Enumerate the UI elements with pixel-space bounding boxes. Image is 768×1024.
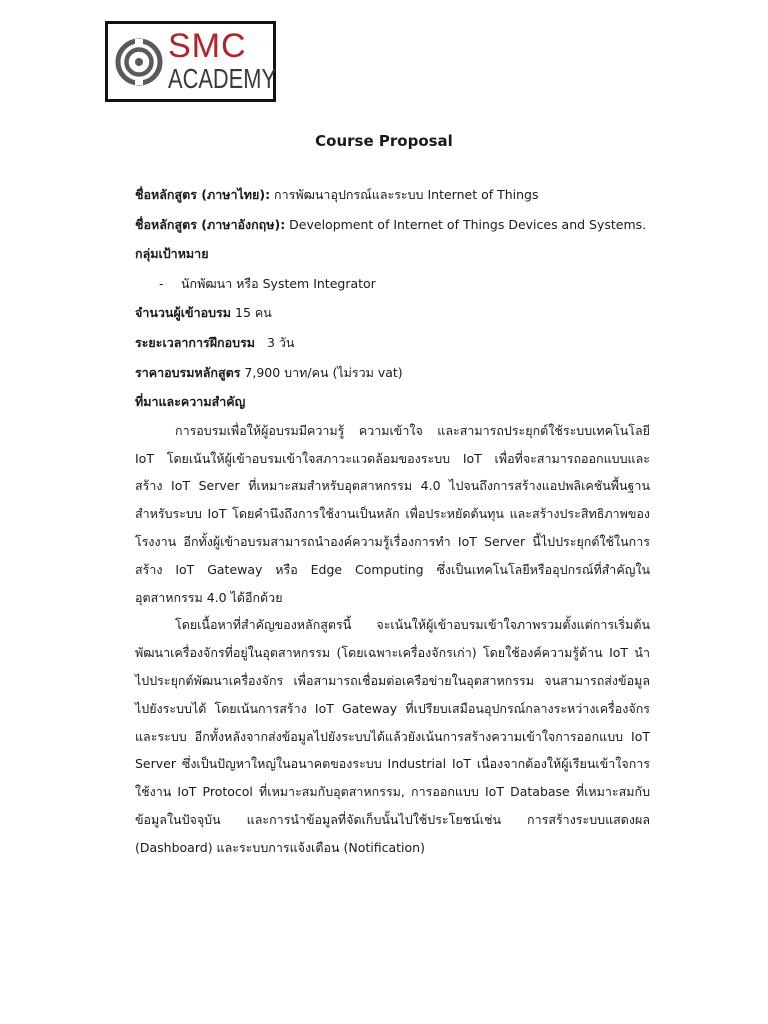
target-group-label: กลุ่มเป้าหมาย bbox=[135, 246, 209, 262]
course-name-th bbox=[135, 180, 650, 210]
duration-value: 3 วัน bbox=[255, 334, 295, 350]
target-group-item bbox=[135, 269, 650, 299]
document-body bbox=[135, 180, 650, 862]
target-group-item-text: นักพัฒนา หรือ System Integrator bbox=[181, 275, 376, 291]
course-name-en-value: Development of Internet of Things Devices and Systems. bbox=[285, 216, 647, 232]
duration-label: ระยะเวลาการฝึกอบรม bbox=[135, 334, 256, 350]
participants bbox=[135, 298, 650, 328]
background-label: ที่มาและความสำคัญ bbox=[135, 394, 246, 410]
logo-academy-text: ACADEMY bbox=[168, 63, 277, 94]
participants-value: 15 คน bbox=[231, 305, 272, 321]
smc-academy-logo bbox=[105, 21, 276, 102]
duration bbox=[135, 328, 650, 358]
course-name-th-label: ชื่อหลักสูตร (ภาษาไทย): bbox=[135, 187, 271, 202]
background-paragraph-1: การอบรมเพื่อให้ผู้อบรมมีความรู้ ความเข้าใจ และสามารถประยุกต์ใช้ระบบเทคโนโลยี IoT โดยเน้นให้ผู้เข้าอบรมเข้าใจสภาวะแวดล้อมของระบบ IoT เพื่อที่จะสามารถออกแบบและสร้าง IoT Server ที่เหมาะสมสำหรับอุตสาหกรรม 4.0 ไปจนถึงการสร้างแอปพลิเคชันพื้นฐานสำหรับระบบ IoT โดยคำนึงถึงการใช้งานเป็นหลัก เพื่อประหยัดต้นทุน และสร้างประสิทธิภาพของโรงงาน อีกทั้งผู้เข้าอบรมสามารถนำองค์ความรู้เรื่องการทำ IoT Server นี้ไปประยุกต์ใช้ในการสร้าง IoT Gateway หรือ Edge Computing ซึ่งเป็นเทคโนโลยีหรืออุปกรณ์ที่สำคัญในอุตสาหกรรม 4.0 ได้อีกด้วย bbox=[135, 422, 650, 605]
logo-smc-text: SMC bbox=[168, 27, 247, 65]
price-label: ราคาอบรมหลักสูตร bbox=[135, 364, 241, 380]
price-value: 7,900 บาท/คน (ไม่รวม vat) bbox=[240, 364, 403, 380]
course-name-th-value: การพัฒนาอุปกรณ์และระบบ Internet of Things bbox=[270, 187, 539, 202]
course-name-en-label: ชื่อหลักสูตร (ภาษาอังกฤษ): bbox=[135, 216, 286, 232]
document-title: Course Proposal bbox=[315, 132, 453, 150]
background-paragraph-2: โดยเนื้อหาที่สำคัญของหลักสูตรนี้ จะเน้นให้ผู้เข้าอบรมเข้าใจภาพรวมตั้งแต่การเริ่มต้นพัฒนาเครื่องจักรที่อยู่ในอุตสาหกรรม (โดยเฉพาะเครื่องจักรเก่า) โดยใช้องค์ความรู้ด้าน IoT นำไปประยุกต์พัฒนาเครื่องจักร เพื่อสามารถเชื่อมต่อเครือข่ายในอุตสาหกรรม จนสามารถส่งข้อมูลไปยังระบบได้ โดยเน้นการสร้าง IoT Gateway ที่เปรียบเสมือนอุปกรณ์กลางระหว่างเครื่องจักร และระบบ อีกทั้งหลังจากส่งข้อมูลไปยังระบบได้แล้วยังเน้นการสร้างความเข้าใจการออกแบบ IoT Server ซึ่งเป็นปัญหาใหญ่ในอนาคตของระบบ Industrial IoT เนื่องจากต้องให้ผู้เรียนเข้าใจการใช้งาน IoT Protocol ที่เหมาะสมกับอุตสาหกรรม, การออกแบบ IoT Database ที่เหมาะสมกับข้อมูลในปัจจุบัน และการนำข้อมูลที่จัดเก็บนั้นไปใช้ประโยชน์เช่น การสร้างระบบแสดงผล (Dashboard) และระบบการแจ้งเตือน (Notification) bbox=[135, 617, 650, 855]
participants-label: จำนวนผู้เข้าอบรม bbox=[135, 305, 232, 321]
course-name-en bbox=[135, 210, 650, 240]
price bbox=[135, 358, 650, 388]
logo-mark-icon bbox=[115, 38, 163, 86]
bullet-dash: - bbox=[159, 275, 164, 291]
